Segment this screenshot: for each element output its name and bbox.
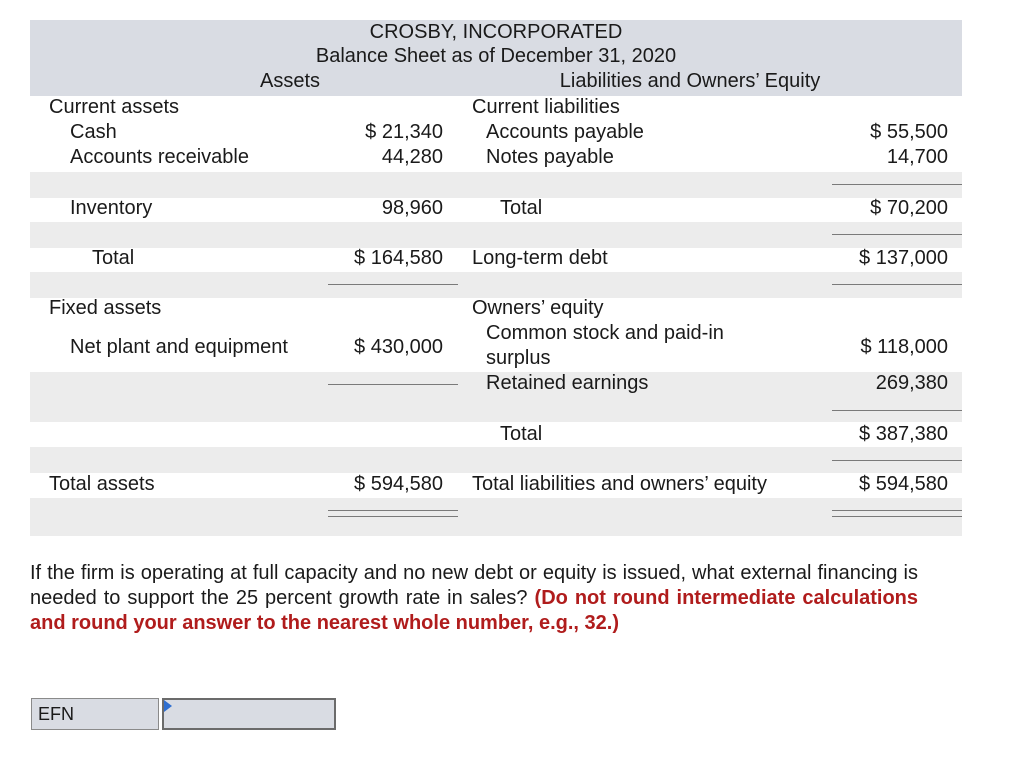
rule: [832, 184, 962, 185]
ap-label: Accounts payable: [486, 121, 644, 143]
assets-header: Assets: [259, 70, 321, 92]
total-le-value: $ 594,580: [859, 473, 948, 495]
table-band: [30, 447, 962, 473]
sheet-subtitle: Balance Sheet as of December 31, 2020: [315, 45, 677, 67]
company-name: CROSBY, INCORPORATED: [369, 21, 623, 43]
double-rule-top: [832, 510, 962, 511]
ltd-value: $ 137,000: [859, 247, 948, 269]
oe-total-value: $ 387,380: [859, 423, 948, 445]
table-band: [30, 498, 962, 536]
rule: [832, 460, 962, 461]
current-liabilities-label: Current liabilities: [472, 96, 620, 118]
current-assets-label: Current assets: [49, 96, 180, 118]
efn-input[interactable]: [162, 698, 336, 730]
ar-value: 44,280: [381, 146, 443, 168]
rule: [328, 284, 458, 285]
rule: [832, 284, 962, 285]
fixed-assets-label: Fixed assets: [49, 297, 162, 319]
cs-label-line1: Common stock and paid-in: [486, 322, 724, 344]
re-value: 269,380: [875, 372, 948, 394]
double-rule-bottom: [832, 516, 962, 517]
table-band: [30, 398, 962, 422]
input-marker-icon: [164, 700, 172, 712]
cash-value: $ 21,340: [365, 121, 443, 143]
double-rule-bottom: [328, 516, 458, 517]
np-label: Notes payable: [486, 146, 614, 168]
cl-total-label: Total: [500, 197, 543, 219]
liabilities-header: Liabilities and Owners’ Equity: [559, 70, 821, 92]
cs-label-line2: surplus: [486, 347, 551, 369]
cs-value: $ 118,000: [860, 336, 948, 358]
question-body: If the firm is operating at full capacity and no new debt or equity is issued, what external financing is needed to support the 25 percent growth rate in sales?: [30, 562, 918, 609]
re-label: Retained earnings: [486, 372, 649, 394]
total-le-label: Total liabilities and owners’ equity: [472, 473, 767, 495]
ar-label: Accounts receivable: [70, 146, 249, 168]
balance-sheet: [30, 20, 962, 536]
current-assets-total-label: Total: [92, 247, 135, 269]
ltd-label: Long-term debt: [472, 247, 608, 269]
npe-value: $ 430,000: [354, 336, 443, 358]
oe-total-label: Total: [500, 423, 543, 445]
rule: [328, 384, 458, 385]
total-assets-label: Total assets: [49, 473, 155, 495]
npe-label: Net plant and equipment: [70, 336, 288, 358]
rule: [832, 410, 962, 411]
total-assets-value: $ 594,580: [354, 473, 443, 495]
table-band: [30, 272, 962, 298]
ap-value: $ 55,500: [870, 121, 948, 143]
cash-label: Cash: [70, 121, 117, 143]
np-value: 14,700: [886, 146, 948, 168]
inventory-value: 98,960: [381, 197, 443, 219]
cl-total-value: $ 70,200: [870, 197, 948, 219]
current-assets-total-value: $ 164,580: [354, 247, 443, 269]
owners-equity-label: Owners’ equity: [472, 297, 604, 319]
inventory-label: Inventory: [70, 197, 153, 219]
question-instruction: (Do not round intermediate calculations and round your answer to the nearest whole number, e.g., 32.): [30, 587, 919, 634]
efn-label: EFN: [31, 698, 159, 730]
rule: [832, 234, 962, 235]
table-band: [30, 222, 962, 248]
table-band: [30, 172, 962, 198]
double-rule-top: [328, 510, 458, 511]
question-text: [30, 561, 918, 636]
